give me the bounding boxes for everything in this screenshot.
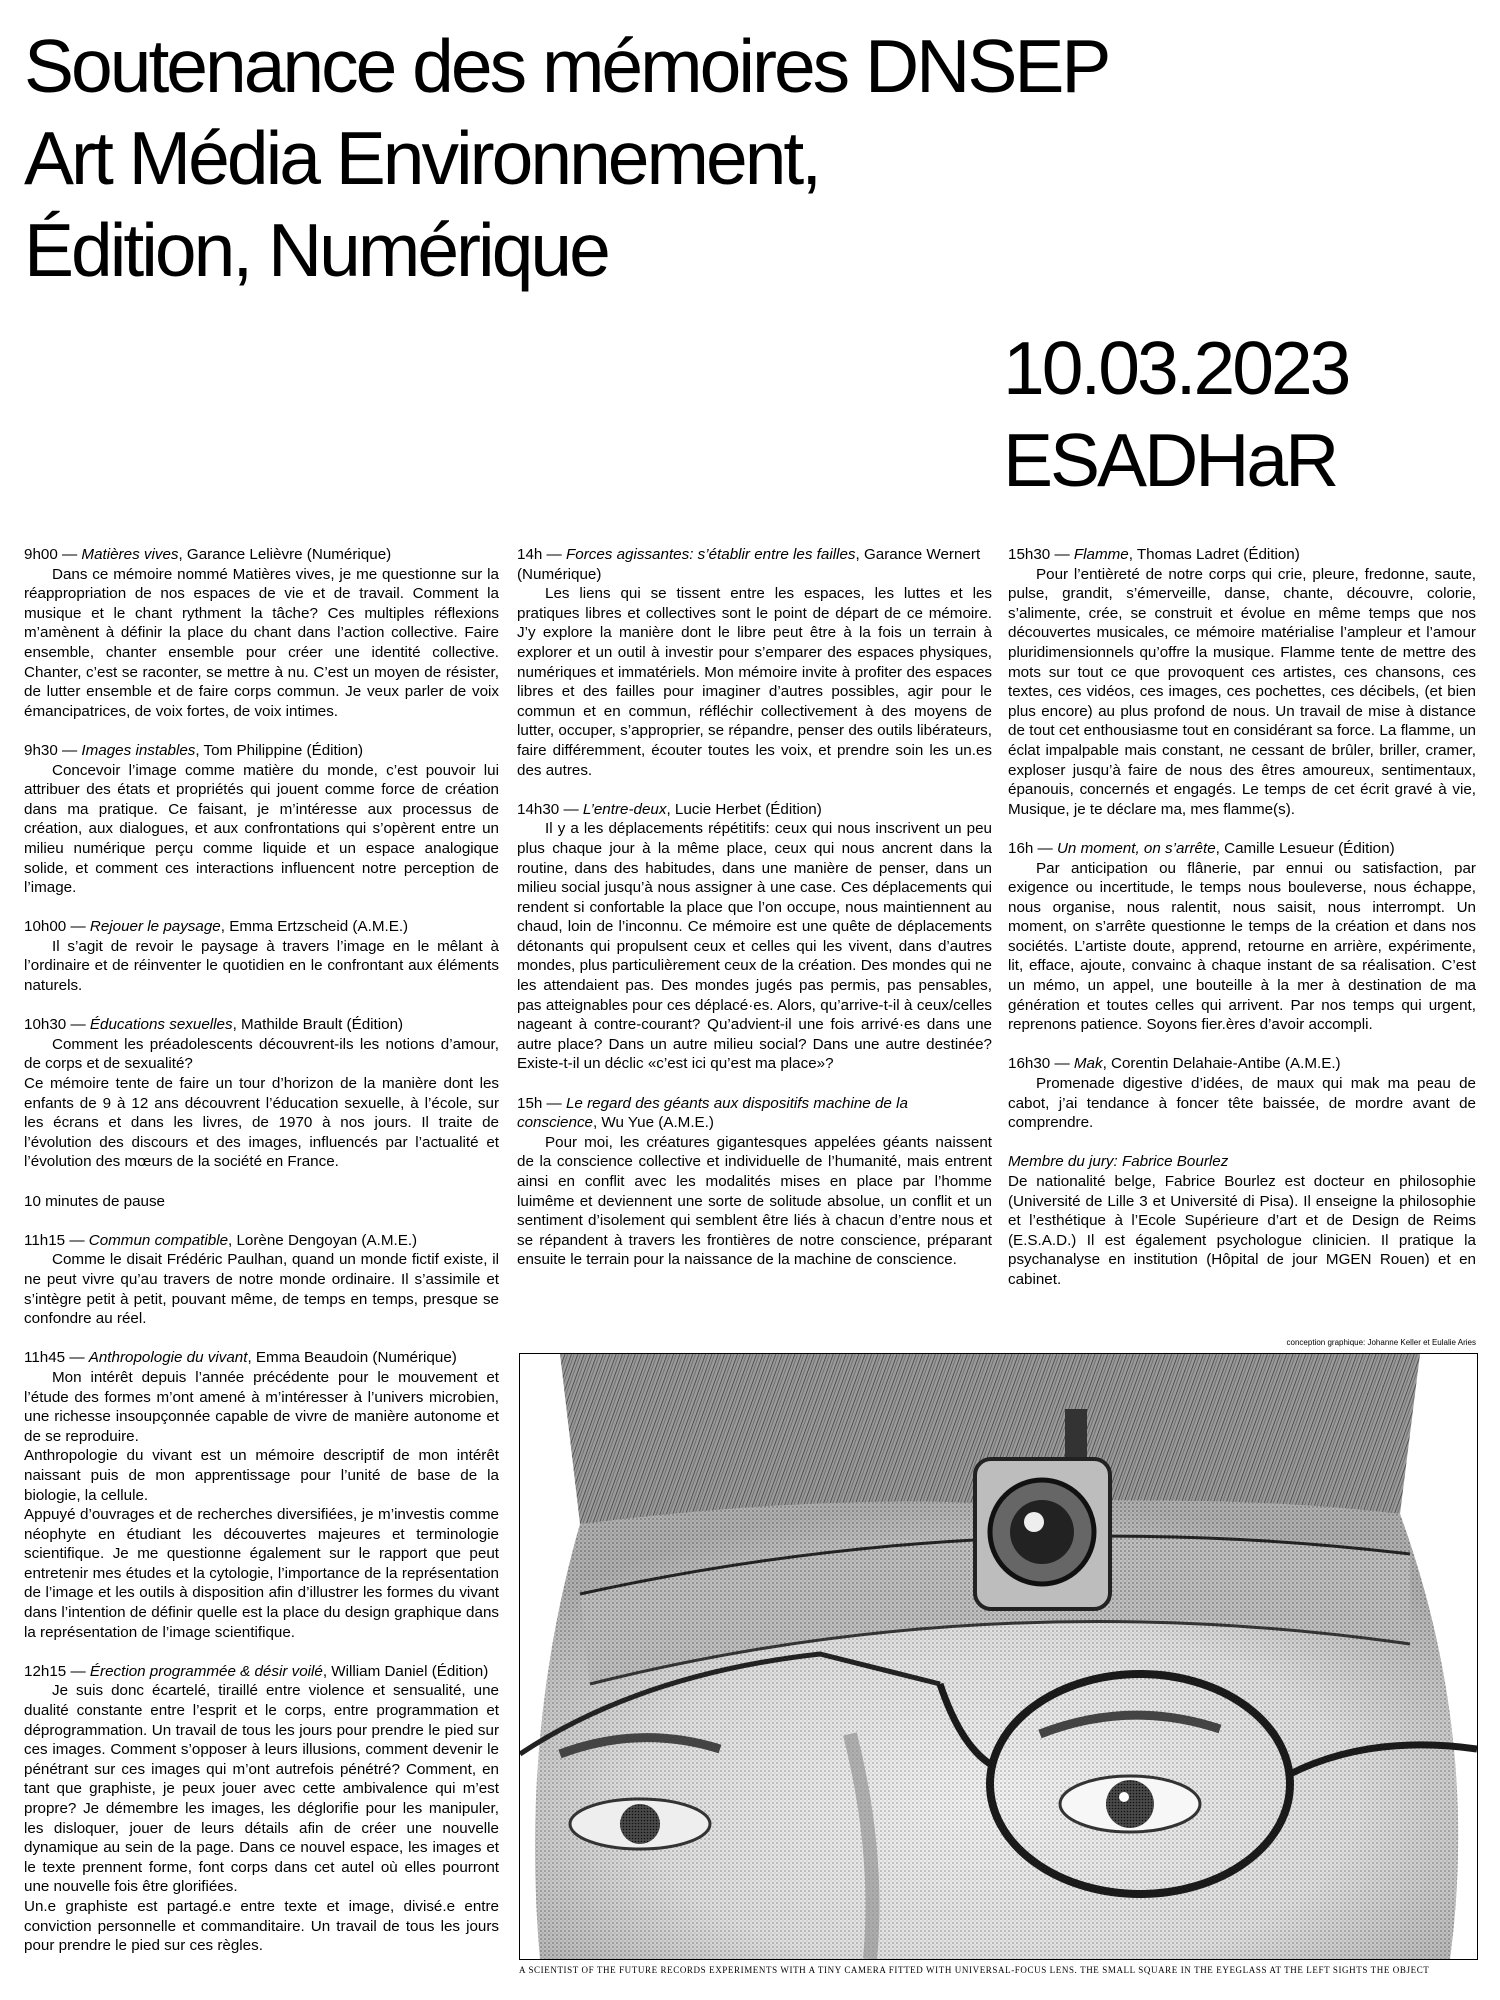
entry-paragraph: Ce mémoire tente de faire un tour d’horizon de la manière dont les enfants de 9 à 12 ans découvrent l’éducation sexuelle, à l’école, sur les écrans et dans les livres, de 1970 à nos jours. Il traite de l’évolution des discours et des images, influencés par l’actualité et l’évolution des mœurs de la société en France. <box>24 1075 499 1171</box>
entry-time: 14h — <box>517 546 566 563</box>
entry-time: 15h30 — <box>1008 546 1074 563</box>
entry-heading <box>24 1192 499 1212</box>
program-entry <box>517 800 992 1074</box>
entry-title: Commun compatible <box>88 1231 229 1249</box>
program-entry <box>24 545 499 721</box>
program-entry <box>24 741 499 898</box>
entry-author: , Tom Philippine (Édition) <box>195 741 364 759</box>
entry-paragraph: Les liens qui se tissent entre les espaces, les luttes et les pratiques libres et collectives sont le point de départ de ce mémoire. J’y explore la manière dont le libre peut être à la fois un terrain à explorer et un outil à investir pour s’emparer des espaces physiques, numériques et immatériels. Mon mémoire invite à profiter des espaces libres et des failles pour imaginer d’autres possibles, agir pour le commun et en commun, réfléchir collectivement à des moyens de lutter, occuper, s’approprier, se répandre, penser des outils libérateurs, faire différemment, écouter toutes les voix, et prendre soin les un.es des autres. <box>517 585 992 779</box>
program-entry <box>24 1015 499 1172</box>
entry-author: , Wu Yue (A.M.E.) <box>592 1114 714 1132</box>
entry-time: 11h15 — <box>24 1231 89 1249</box>
program-entry <box>1008 1054 1476 1132</box>
entry-paragraph: Promenade digestive d’idées, de maux qui mak ma peau de cabot, j’ai tendance à foncer tête baissée, de mordre avant de comprendre. <box>1008 1075 1476 1132</box>
entry-paragraph: Comme le disait Frédéric Paulhan, quand un monde fictif existe, il ne peut vivre qu’au travers de notre monde ordinaire. Il s’assimile et s’intègre petit à petit, pouvant même, de temps en temps, presque se confondre au réel. <box>24 1251 499 1328</box>
program-entry <box>517 1094 992 1270</box>
entry-heading <box>1008 1054 1476 1074</box>
entry-author: , Emma Beaudoin (Numérique) <box>247 1349 457 1367</box>
title-line-1: Soutenance des mémoires DNSEP <box>24 24 1109 108</box>
entry-title: Anthropologie du vivant <box>88 1349 248 1367</box>
entry-title: Forces agissantes: s’établir entre les failles <box>565 546 856 563</box>
entry-title: Matières vives <box>81 546 179 563</box>
poster-title <box>24 20 1108 296</box>
entry-time: 14h30 — <box>517 800 583 818</box>
entry-paragraph: Il y a les déplacements répétitifs: ceux qui nous inscrivent un peu plus chaque jour à la même place, ceux qui nous ancrent dans la routine, dans des habitudes, dans une manière de penser, dans un milieu social jusqu’à nous assigner à une case. Ces déplacements qui rendent si confortable la place que l’on occupe, nous maintiennent au chaud, loin de l’inconnu. Ce mémoire est une quête de déplacements détonants qui propulsent ceux et celles qui les vivent, dans d’autres mondes, plus particulièrement ceux de la création. Des mondes qui ne les attendaient pas. Des mondes jugés pas permis, pas pensables, pas atteignables pour ces déplacé·es. Alors, qu’arrive-t-il à ceux/celles nageant à contre-courant? Qu’advient-il une fois arrivé·es dans une autre place? Dans un autre milieu social? Dans une autre destinée? Existe-t-il un déclic «c’est ici qu’est ma place»? <box>517 820 992 1073</box>
program-column-2 <box>517 545 992 1290</box>
entry-author: , Garance Wernert (Numérique) <box>517 546 981 583</box>
entry-paragraph: Un.e graphiste est partagé.e entre texte et image, divisé.e entre conviction personnelle et commanditaire. Un travail de tous les jours pour prendre le pied sur ces règles. <box>24 1897 499 1955</box>
entry-time: 9h00 — <box>24 546 82 563</box>
program-entry <box>24 1192 499 1212</box>
entry-heading <box>1008 1152 1476 1172</box>
design-credit: conception graphique: Johanne Keller et Eulalie Aries <box>1286 1338 1476 1347</box>
entry-heading <box>24 917 499 937</box>
entry-paragraph: Appuyé d’ouvrages et de recherches diversifiées, je m’investis comme néophyte en étudiant les découvertes majeures et terminologie scientifique. Je me questionne également sur le rapport que peut entretenir mes études et la cytologie, l’importance de la représentation de l’image et les outils à disposition afin d’illustrer les formes du vivant dans l’intention de définir quelle est la place du design graphique dans la représentation de l’image scientifique. <box>24 1506 499 1641</box>
entry-time: 16h — <box>1008 839 1057 857</box>
figure-caption: A SCIENTIST OF THE FUTURE RECORDS EXPERIMENTS WITH A TINY CAMERA FITTED WITH UNIVERSAL-FOCUS LENS. THE SMALL SQUARE IN THE EYEGLASS AT THE LEFT SIGHTS THE OBJECT <box>519 1965 1430 1975</box>
program-entry <box>1008 839 1476 1035</box>
program-entry <box>24 1231 499 1329</box>
entry-author: , Corentin Delahaie-Antibe (A.M.E.) <box>1102 1055 1341 1073</box>
entry-title: Érection programmée & désir voilé <box>89 1662 323 1680</box>
program-entry <box>24 1662 499 1956</box>
title-line-2: Art Média Environnement, <box>24 116 820 200</box>
entry-time: 11h45 — <box>24 1349 89 1367</box>
entry-heading <box>1008 545 1476 565</box>
entry-paragraph: Dans ce mémoire nommé Matières vives, je me questionne sur la réappropriation de nos espaces de vie et de travail. Comment la musique et le chant rythment la tâche? Ces multiples réflexions m’amènent à définir la place du chant dans l’action collective. Faire ensemble, chanter ensemble pour créer une identité collective. Chanter, c’est se raconter, se mettre à nu. C’est un moyen de résister, de lutter ensemble et de faire corps commun. Je veux parler de voix émancipatrices, de voix fortes, de voix intimes. <box>24 565 499 720</box>
entry-heading <box>24 1231 499 1251</box>
entry-paragraph: Mon intérêt depuis l’année précédente pour le mouvement et l’étude des formes m’ont amené à m’intéresser à l’univers microbien, une richesse insoupçonnée capable de vivre de manière autonome et de se reproduire. <box>24 1368 499 1445</box>
program-entry <box>517 545 992 780</box>
entry-title: Éducations sexuelles <box>89 1016 233 1034</box>
entry-paragraph: Pour moi, les créatures gigantesques appelées géants naissent de la conscience collective et individuelle de l’humanité, mais entrent ainsi en conflit avec les modalités mises en place par l’homme luimême et deviennent une sorte de solitude absolue, un conflit et un sentiment d’isolement qui semblent être liés à chacun d’entre nous et se répandent à travers les frontières de notre conscience, préparant ensuite le terrain pour la naissance de la machine de conscience. <box>517 1133 992 1269</box>
entry-title: L’entre-deux <box>582 800 667 818</box>
entry-heading <box>517 545 992 584</box>
program-column-1 <box>24 545 499 1975</box>
entry-author: , Mathilde Brault (Édition) <box>232 1016 404 1034</box>
scientist-camera-illustration <box>519 1353 1478 1960</box>
entry-paragraph: De nationalité belge, Fabrice Bourlez est docteur en philosophie (Université de Lille 3 et Université di Pisa). Il enseigne la philosophie et l’esthétique à l’Ecole Supérieure d’art et de Design de Reims (E.S.A.D.) Il est également psychologue clinicien. Il pratique la psychanalyse en institution (Hôpital de jour MGEN Rouen) et en cabinet. <box>1008 1173 1476 1288</box>
event-date: 10.03.2023 <box>1003 326 1349 410</box>
entry-author: , Emma Ertzscheid (A.M.E.) <box>220 918 409 936</box>
entry-author: , William Daniel (Édition) <box>322 1662 489 1680</box>
program-entry <box>24 1348 499 1642</box>
entry-author: 10 minutes de pause <box>24 1192 166 1210</box>
entry-heading <box>24 741 499 761</box>
entry-title: Images instables <box>81 741 196 759</box>
entry-paragraph: Il s’agit de revoir le paysage à travers l’image en le mêlant à l’ordinaire et de réinventer le quotidien en le confrontant aux éléments naturels. <box>24 937 499 995</box>
entry-author: , Garance Lelièvre (Numérique) <box>178 546 392 563</box>
entry-heading <box>1008 839 1476 859</box>
entry-heading <box>24 1348 499 1368</box>
entry-paragraph: Je suis donc écartelé, tiraillé entre violence et sensualité, une dualité constante entre l’esprit et le corps, entre programmation et déprogrammation. Un travail de tous les jours pour prendre le pied sur ces images. Comment s’opposer à leurs illusions, comment devenir le pénétrant sur ces images qui m’ont autrefois pénétré? Comment, en tant que graphiste, je peux jouer avec cette ambivalence qui m’est propre? Je démembre les images, les déglorifie pour les manipuler, les disloquer, jouer de leurs détails afin de créer une nouvelle dynamique au sein de la page. Dans ce nouvel espace, les images et le texte prennent forme, font corps dans cet autel où elles pourront une nouvelle fois être glorifiées. <box>24 1682 499 1896</box>
entry-time: 10h00 — <box>24 918 90 936</box>
entry-title: Flamme <box>1073 546 1129 563</box>
entry-paragraph: Par anticipation ou flânerie, par ennui ou satisfaction, par exigence ou incertitude, le temps nous bouleverse, nous échappe, nous organise, nous ralentit, nous saisit, nous interrompt. Un moment, on s’arrête questionne le temps de la création et dans nos sociétés. L’artiste doute, apprend, retourne en arrière, expérimente, lit, efface, ajoute, convainc à chaque instant de sa réalisation. C’est un mémo, un appel, une bouteille à la mer à destination de ma génération et toutes celles qui arrivent. Par nos temps qui urgent, reprenons patience. Soyons fier.ères d’avoir accompli. <box>1008 859 1476 1034</box>
entry-heading <box>24 1662 499 1682</box>
date-venue-block <box>1003 322 1348 506</box>
event-venue: ESADHaR <box>1003 418 1337 502</box>
entry-author: , Lorène Dengoyan (A.M.E.) <box>228 1231 418 1249</box>
entry-title: Mak <box>1073 1055 1103 1073</box>
entry-time: 10h30 — <box>24 1016 90 1034</box>
entry-author: , Camille Lesueur (Édition) <box>1215 839 1395 857</box>
entry-time: 9h30 — <box>24 741 82 759</box>
entry-time: 15h — <box>517 1094 566 1112</box>
program-entry <box>1008 545 1476 819</box>
scientist-head-camera-illustration <box>520 1354 1477 1959</box>
entry-title: Un moment, on s’arrête <box>1056 839 1216 857</box>
entry-time: 16h30 — <box>1008 1055 1074 1073</box>
title-line-3: Édition, Numérique <box>24 208 608 292</box>
jury-member-entry <box>1008 1152 1476 1289</box>
entry-author: , Thomas Ladret (Édition) <box>1128 546 1300 563</box>
entry-paragraph: Anthropologie du vivant est un mémoire descriptif de mon intérêt naissant puis de mon apprentissage pour l’unité de base de la biologie, la cellule. <box>24 1447 499 1504</box>
entry-author: , Lucie Herbet (Édition) <box>666 800 822 818</box>
entry-heading <box>517 800 992 820</box>
entry-heading <box>517 1094 992 1133</box>
entry-paragraph: Concevoir l’image comme matière du monde, c’est pouvoir lui attribuer des états et propriétés qui jouent comme force de création dans ma pratique. Ce faisant, je m’intéresse aux processus de création, aux dialogues, et aux confrontations qui s’opèrent entre un milieu numérique perçu comme liquide et un espace analogique solide, et comment ces interactions influencent notre perception de l’image. <box>24 761 499 897</box>
program-entry <box>24 917 499 995</box>
entry-title: Le regard des géants aux dispositifs machine de la conscience <box>517 1094 908 1132</box>
entry-paragraph: Comment les préadolescents découvrent-ils les notions d’amour, de corps et de sexualité? <box>24 1035 499 1073</box>
entry-paragraph: Pour l’entièreté de notre corps qui crie, pleure, fredonne, saute, pulse, grandit, s’émerveille, danse, chante, découvre, colorie, s’alimente, crée, se construit et évolue en même temps que nos découvertes musicales, ce mémoire matérialise l’ampleur et l’amour pluridimensionnels qu’offre la musique. Flamme tente de mettre des mots sur tout ce que provoquent ces artistes, ces chansons, ces textes, ces vidéos, ces images, ces pochettes, ces décibels, (et bien plus encore) au plus profond de nous. Un travail de mise à distance de tout cet enthousiasme tout en considérant sa force. La flamme, un éclat impalpable mais constant, ne cessant de brûler, briller, cramer, exploser jusqu’à faire de nous des êtres amoureux, sentimentaux, épanouis, concernés et engagés. Le temps de cet écrit gravé à vie, Musique, je te déclare ma, mes flamme(s). <box>1008 565 1476 818</box>
entry-title: Rejouer le paysage <box>89 918 221 936</box>
entry-time: 12h15 — <box>24 1662 90 1680</box>
entry-heading <box>24 545 499 565</box>
jury-heading: Membre du jury: Fabrice Bourlez <box>1008 1153 1229 1171</box>
entry-heading <box>24 1015 499 1035</box>
program-column-3 <box>1008 545 1476 1309</box>
